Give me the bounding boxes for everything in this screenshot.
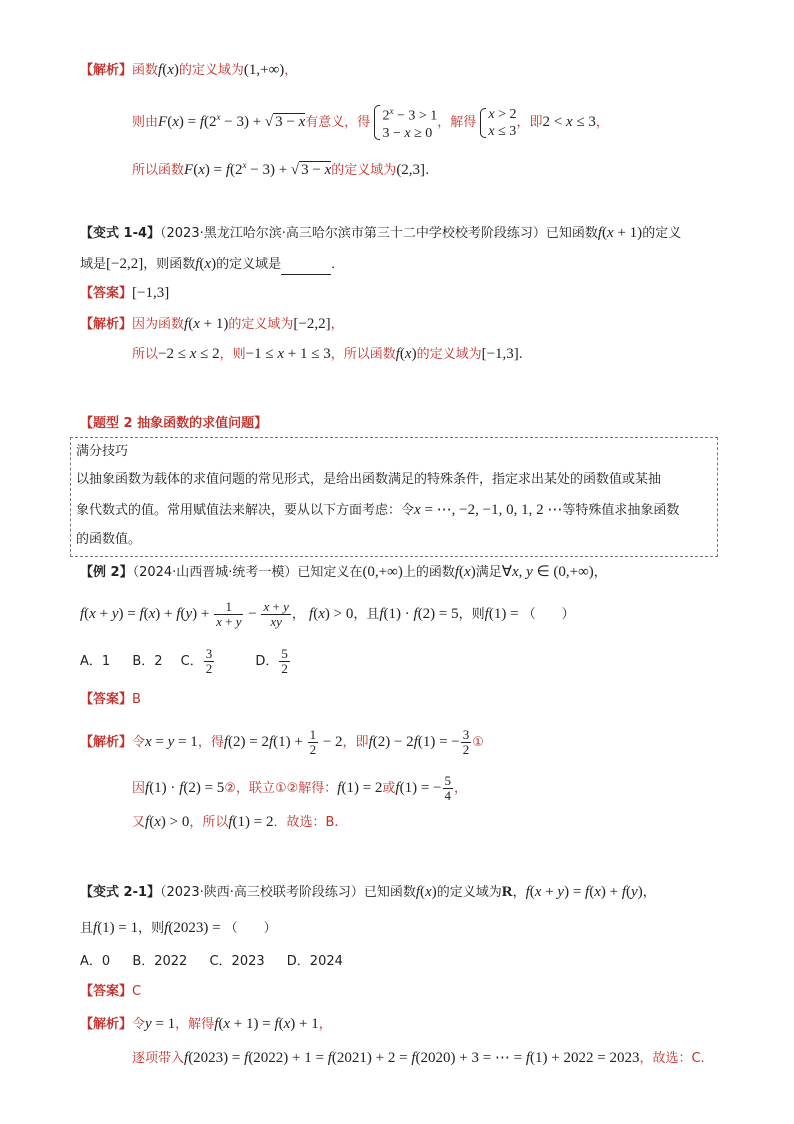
option-a[interactable]: A．1 — [80, 654, 111, 669]
analysis-line-2 — [132, 96, 609, 144]
text: 因 — [132, 781, 146, 796]
math-equation: f(2) − 2f(1) = − $\frac{3}{2}$ — [368, 727, 470, 758]
math-inequality: −2 ≤ x ≤ 2 — [158, 346, 220, 362]
math-solution: f(1) = 2 — [337, 780, 383, 796]
text: （ ） — [522, 607, 575, 622]
math-f-x: f(x) — [395, 346, 417, 362]
text: 的定义域为 — [436, 885, 502, 900]
text: ， — [330, 317, 344, 332]
math-domain: [−2,2] — [293, 316, 331, 332]
text: 又 — [132, 815, 146, 830]
math-f-x-plus-1: f(x + 1) — [597, 225, 643, 241]
text: ，解得 — [437, 115, 477, 130]
text: ，则 — [138, 921, 165, 936]
math-interval: 2 < x ≤ 3 — [542, 114, 596, 130]
text: 令 — [132, 1017, 146, 1032]
text: ，则 — [219, 347, 246, 362]
text: ， — [595, 115, 609, 130]
answer-tag: 【答案】 — [80, 984, 133, 999]
option-d[interactable]: D．2024 — [286, 954, 343, 969]
text: 象代数式的值。常用赋值法来解决，要从以下方面考虑：令 — [76, 503, 415, 518]
math-f-x: f(x) — [158, 62, 179, 78]
answer-tag: 【答案】 — [80, 692, 133, 707]
text: 逐项带入 — [132, 1051, 185, 1066]
math-equation: f(2) = 2f(1) + $\frac{1}{2}$ − 2 — [223, 727, 343, 758]
example2-question-line-2 — [80, 596, 575, 633]
math-f-x: f(x) — [195, 256, 217, 272]
text: ，所以 — [189, 815, 229, 830]
text: 满足 — [475, 565, 502, 580]
text: （ ） — [224, 921, 277, 936]
text: ，则函数 — [143, 257, 196, 272]
text: ， — [642, 885, 656, 900]
variant14-answer-line — [80, 283, 169, 304]
math-condition: f(x) > 0 — [145, 814, 190, 830]
variant14-question-line-1 — [80, 223, 681, 244]
text: 的定义域为 — [331, 163, 397, 178]
text: ，则 — [458, 607, 485, 622]
math-condition: f(x) > 0 — [309, 606, 354, 622]
math-solution: f(1) = 2 — [228, 814, 274, 830]
analysis-tag: 【解析】 — [80, 317, 133, 332]
option-a[interactable]: A．0 — [80, 954, 111, 969]
text: ，解得 — [175, 1017, 215, 1032]
math-inequality: −1 ≤ x + 1 ≤ 3 — [245, 346, 331, 362]
example2-analysis-line-1 — [80, 724, 484, 761]
math-f-1: f(1) = — [484, 606, 519, 622]
variant14-question-line-2 — [80, 254, 344, 275]
question-source: （2023·陕西·高三校联考阶段练习）已知函数 — [160, 885, 416, 900]
text: ， — [454, 781, 468, 796]
tips-paragraph-line-2 — [76, 500, 679, 521]
text: ， — [512, 885, 526, 900]
math-functional-equation: f(x + y) = f(x) + f(y) — [525, 884, 643, 900]
math-domain: (0,+∞) — [362, 564, 403, 580]
math-recurrence: f(x + 1) = f(x) + 1 — [214, 1016, 319, 1032]
example2-options — [80, 644, 291, 680]
math-system-2: x > 2 x ≤ 3 — [480, 106, 516, 140]
variant21-answer-line — [80, 982, 141, 1002]
tips-paragraph-line-1: 以抽象函数为载体的求值问题的常见形式，是给出函数满足的特殊条件，指定求出某处的函数值或某抽 — [76, 472, 662, 487]
text: 因为函数 — [132, 317, 185, 332]
text: 且 — [80, 921, 94, 936]
math-F-def: $F(x) = f(2^x - 3)$ + √ 3 − x — [158, 112, 306, 130]
math-domain: (2,3] — [396, 162, 426, 178]
text: 的定义域是 — [216, 257, 282, 272]
math-special-values: x = ⋯, −2, −1, 0, 1, 2 ⋯ — [414, 502, 563, 518]
text: ，即 — [342, 735, 369, 750]
math-f-x-plus-1: f(x + 1) — [184, 316, 229, 332]
math-fraction: $\frac{3}{2}$ — [205, 646, 213, 676]
text: ，且 — [353, 607, 380, 622]
text: ，即 — [516, 115, 543, 130]
math-f-x: f(x) — [454, 564, 476, 580]
text: ． — [331, 257, 345, 272]
text: ， — [593, 565, 607, 580]
answer-tag: 【答案】 — [80, 286, 133, 301]
math-solution: f(1) = − $\frac{5}{4}$ — [395, 773, 452, 804]
text: 的定义域为 — [416, 347, 482, 362]
text: 的定义 — [642, 226, 682, 241]
text: ， — [318, 1017, 332, 1032]
variant14-analysis-line-2 — [132, 344, 523, 365]
variant21-analysis-line-2 — [132, 1048, 705, 1069]
option-b[interactable]: B．2 — [132, 654, 163, 669]
math-condition: f(1) = 1 — [93, 920, 139, 936]
math-substitution: y = 1 — [145, 1016, 176, 1032]
text: 函数 — [132, 63, 159, 78]
text: 的定义域为 — [228, 317, 294, 332]
text: ，故选：C. — [639, 1051, 705, 1066]
math-domain: [−1,3] — [481, 346, 519, 362]
option-c[interactable]: C．2023 — [209, 954, 265, 969]
analysis-line-3 — [132, 155, 429, 181]
text: ， — [291, 607, 305, 622]
math-forall: ∀x, y ∈ (0,+∞) — [501, 564, 594, 580]
text: 令 — [132, 735, 146, 750]
option-b[interactable]: B．2022 — [132, 954, 188, 969]
text: 所以函数 — [132, 163, 185, 178]
tips-heading: 满分技巧 — [76, 444, 129, 459]
example2-analysis-line-2 — [132, 770, 467, 807]
text: . — [518, 347, 523, 362]
math-telescoping: f(2023) = f(2022) + 1 = f(2021) + 2 = f(2020) + 3 = ⋯ = f(1) + 2022 = 2023 — [184, 1050, 640, 1066]
question-source: （2024·山西晋城·统考一模）已知定义在 — [132, 565, 363, 580]
analysis-tag: 【解析】 — [80, 735, 133, 750]
circled-marker: ① — [472, 735, 484, 750]
option-c-label: C． — [180, 654, 203, 669]
answer-blank — [281, 260, 331, 275]
math-f-x: f(x) — [415, 884, 437, 900]
variant21-question-line-1 — [80, 882, 656, 903]
example2-question-line-1 — [80, 562, 607, 583]
text: ，得 — [197, 735, 224, 750]
variant-tag: 【变式 1-4】 — [80, 226, 161, 241]
math-domain: (1,+∞) — [243, 62, 285, 78]
text: . — [425, 163, 430, 178]
math-f-2023: f(2023) = — [164, 920, 221, 936]
text: 等特殊值求抽象函数 — [562, 503, 680, 518]
answer-value: [−1,3] — [132, 285, 170, 301]
text: ，所以函数 — [330, 347, 396, 362]
math-fraction: $\frac{5}{2}$ — [281, 646, 288, 676]
variant21-options — [80, 952, 343, 972]
math-domain: [−2,2] — [106, 256, 144, 272]
variant14-analysis-line-1 — [80, 314, 344, 335]
analysis-tag: 【解析】 — [80, 1017, 133, 1032]
math-product-condition: f(1) · f(2) = 5 — [379, 606, 459, 622]
text: ②，联立①②解得： — [224, 781, 338, 796]
text: 的定义域为 — [178, 63, 244, 78]
math-reals: R — [501, 884, 513, 900]
variant21-question-line-2 — [80, 918, 277, 939]
math-product-condition: f(1) · f(2) = 5 — [145, 780, 225, 796]
text: ．故选：B. — [273, 815, 339, 830]
analysis-line-1 — [80, 60, 297, 81]
section-title-topic-2: 【题型 2 抽象函数的求值问题】 — [80, 416, 268, 431]
math-substitution: x = y = 1 — [145, 734, 198, 750]
math-F-def: $F(x) = f(2^x - 3)$ + √ 3 − x — [184, 160, 332, 178]
variant21-analysis-line-1 — [80, 1014, 332, 1035]
answer-value: B — [132, 692, 141, 707]
question-source: （2023·黑龙江哈尔滨·高三哈尔滨市第三十二中学校校考阶段练习）已知函数 — [160, 226, 598, 241]
option-d[interactable] — [255, 646, 291, 676]
math-functional-equation: f(x + y) = f(x) + f(y) + $\frac{1}{x + y}$ − $\frac{x + y}{xy}$ — [80, 599, 289, 630]
tips-box — [70, 437, 718, 557]
variant-tag: 【变式 2-1】 — [80, 885, 161, 900]
text: 有意义，得 — [305, 115, 371, 130]
text: 上的函数 — [402, 565, 455, 580]
example2-analysis-line-3 — [132, 812, 339, 833]
answer-value: C — [132, 984, 142, 999]
text: ， — [284, 63, 298, 78]
tips-paragraph-line-3: 的函数值。 — [76, 532, 142, 547]
text: 则由 — [132, 115, 159, 130]
math-system-1: $2^x - 3 > 1$ 3 − x ≥ 0 — [374, 103, 437, 142]
text: 或 — [382, 781, 396, 796]
text: 所以 — [132, 347, 159, 362]
text: 域是 — [80, 257, 107, 272]
option-c[interactable] — [180, 646, 216, 676]
example-tag: 【例 2】 — [80, 565, 133, 580]
example2-answer-line — [80, 690, 141, 710]
option-d-label: D． — [255, 654, 279, 669]
analysis-tag: 【解析】 — [80, 63, 133, 78]
